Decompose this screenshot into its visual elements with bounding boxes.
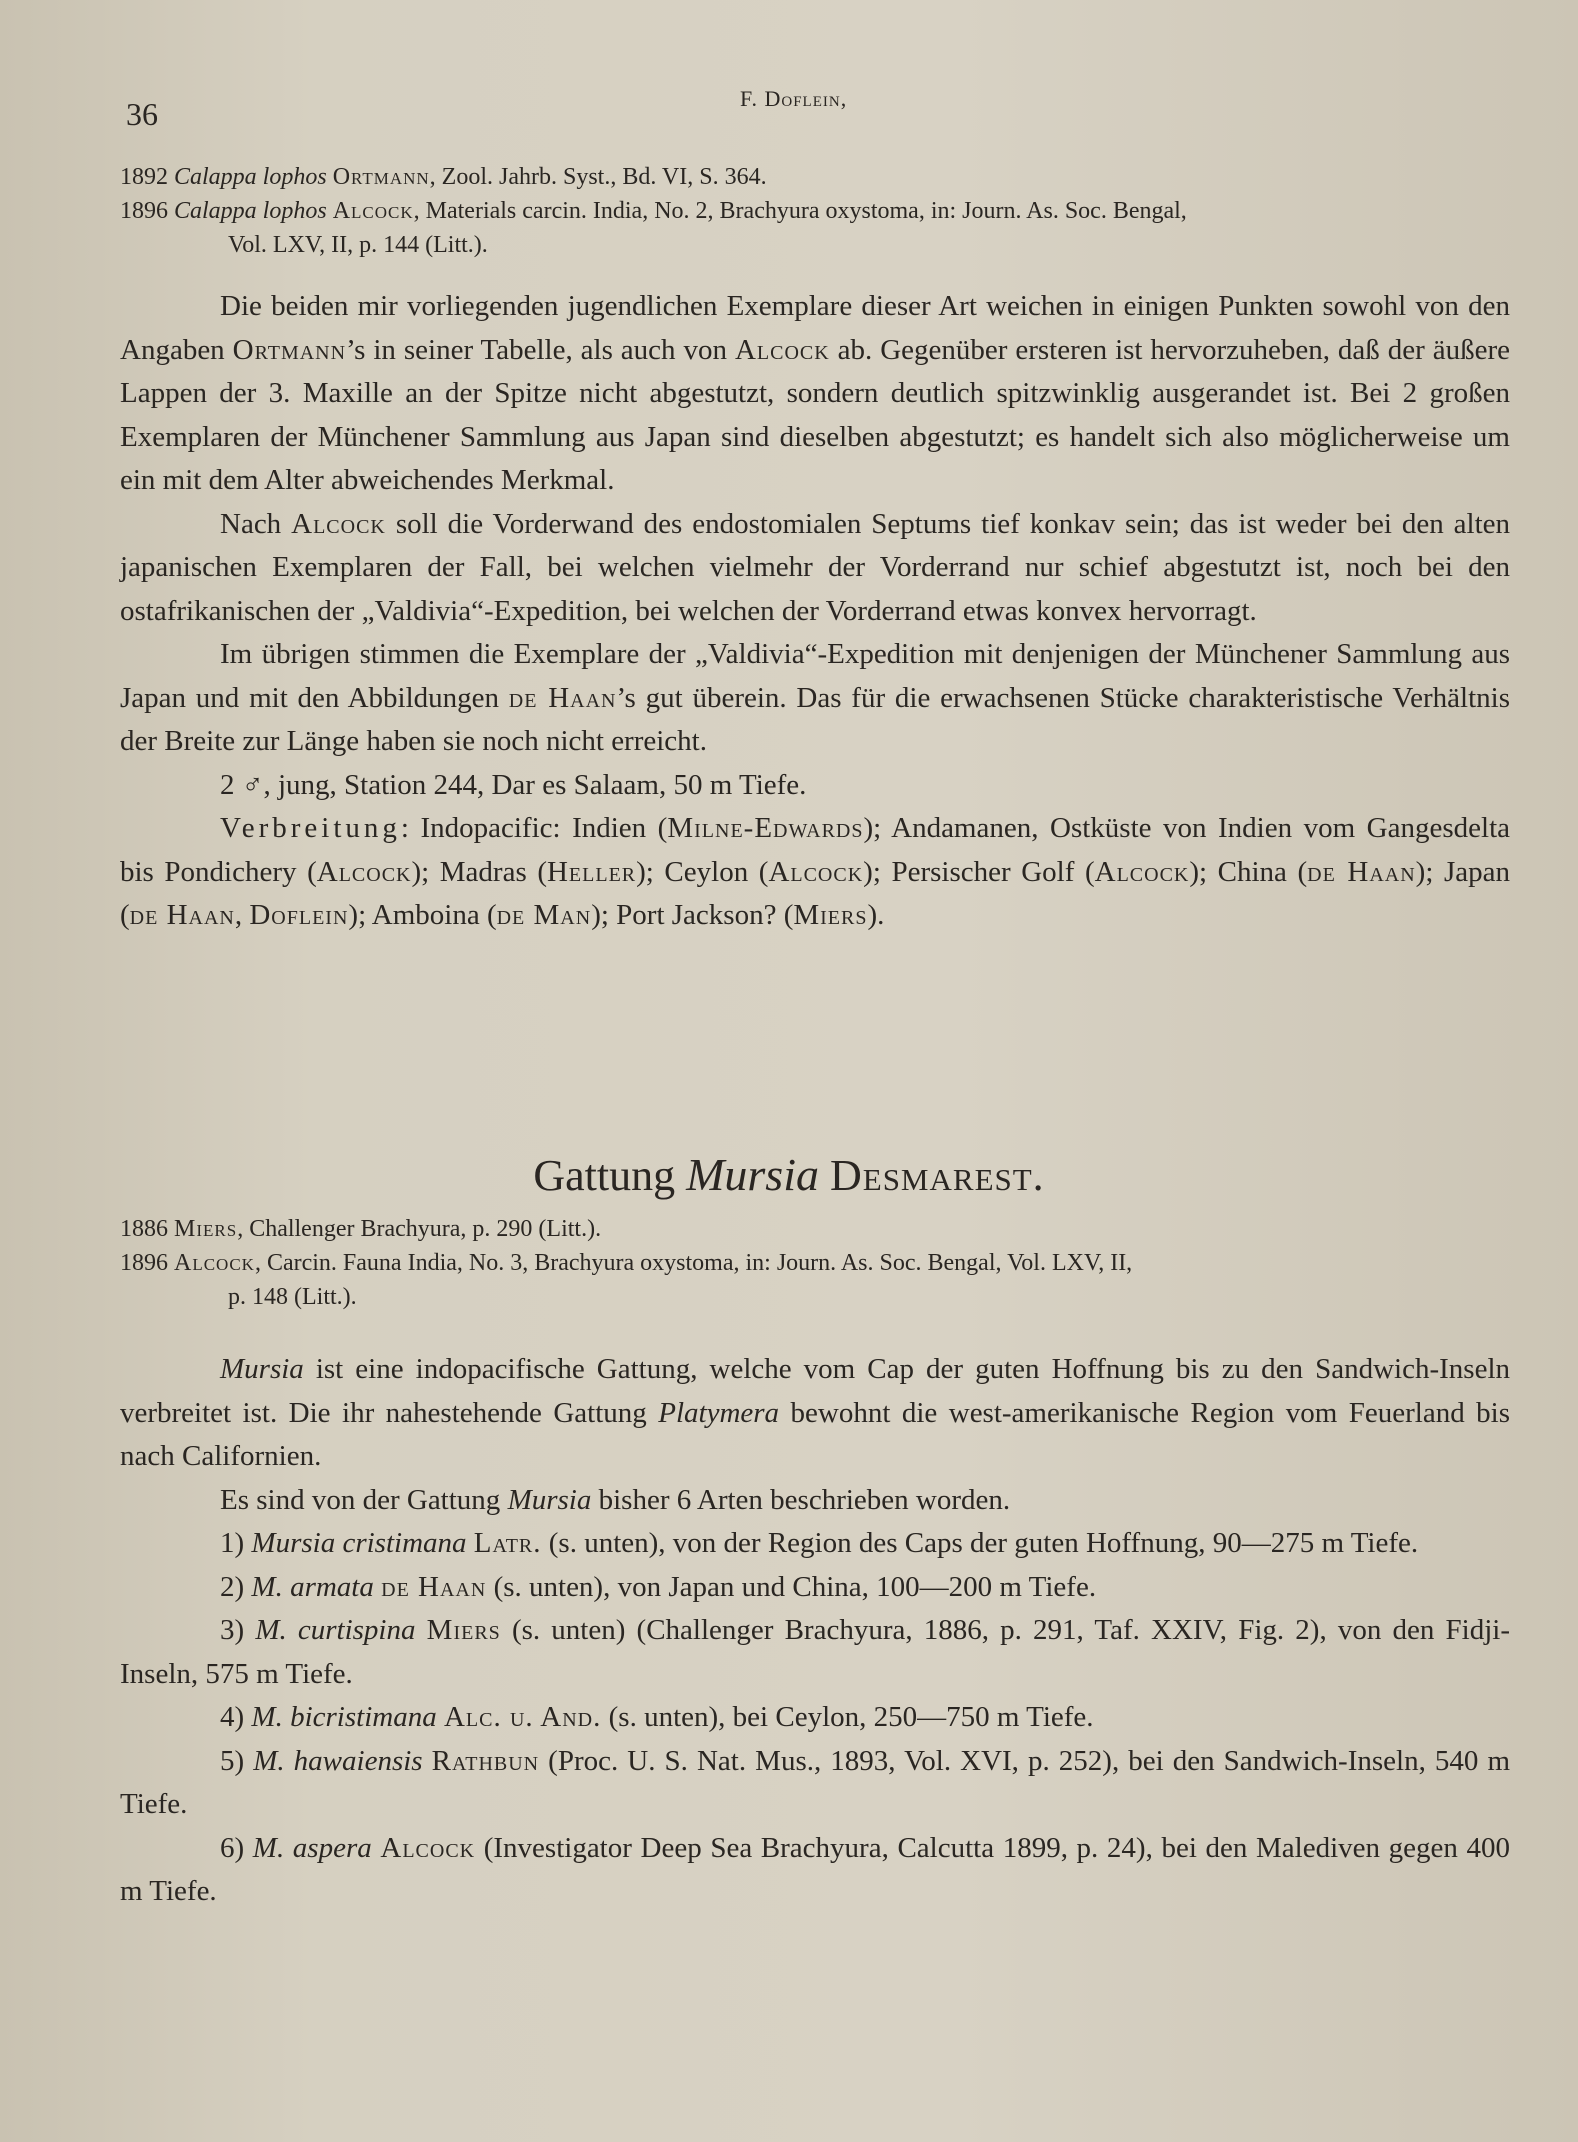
- reference-continuation: p. 148 (Litt.).: [228, 1284, 357, 1310]
- references-mursia: [120, 1212, 1510, 1314]
- body-text-calappa: [120, 285, 1510, 938]
- paragraph: Die beiden mir vorliegenden jugendlichen Exemplare dieser Art weichen in einigen Punkten sowohl von den Angaben Ortmann’s in seiner Tabelle, als auch von Alcock ab. Gegenüber ersteren ist hervorzuheben, daß der äußere Lappen der 3. Maxille an der Spitze nicht abgestutzt, sondern deutlich spitzwinklig ausgerandet ist. Bei 2 großen Exemplaren der Münchener Sammlung aus Japan sind dieselben abgestutzt; es handelt sich also möglicherweise um ein mit dem Alter abweichendes Merkmal.: [120, 290, 1511, 496]
- reference-entry: 1892 Calappa lophos Ortmann, Zool. Jahrb. Syst., Bd. VI, S. 364.: [120, 164, 767, 190]
- reference-continuation: Vol. LXV, II, p. 144 (Litt.).: [228, 232, 488, 258]
- section-heading: Gattung Mursia Desmarest.: [533, 1149, 1045, 1200]
- paragraph: Es sind von der Gattung Mursia bisher 6 Arten beschrieben worden.: [220, 1483, 1011, 1516]
- page-number: 36: [126, 96, 158, 132]
- reference-entry: 1896 Calappa lophos Alcock, Materials carcin. India, No. 2, Brachyura oxystoma, in: Journ. As. Soc. Bengal,: [120, 198, 1187, 224]
- distribution-paragraph: Verbreitung: Indopacific: Indien (Milne-Edwards); Andamanen, Ostküste von Indien vom Gangesdelta bis Pondichery (Alcock); Madras (Heller); Ceylon (Alcock); Persischer Golf (Alcock); China (de Haan); Japan (de Haan, Doflein); Amboina (de Man); Port Jackson? (Miers).: [120, 812, 1511, 931]
- species-item: 2) M. armata de Haan (s. unten), von Japan und China, 100—200 m Tiefe.: [220, 1570, 1097, 1603]
- running-head: F. Doflein,: [740, 86, 848, 111]
- species-item: 5) M. hawaiensis Rathbun (Proc. U. S. Nat. Mus., 1893, Vol. XVI, p. 252), bei den Sandwich-Inseln, 540 m Tiefe.: [120, 1744, 1510, 1820]
- species-item: 6) M. aspera Alcock (Investigator Deep Sea Brachyura, Calcutta 1899, p. 24), bei den Malediven gegen 400 m Tiefe.: [120, 1831, 1510, 1907]
- species-item: 1) Mursia cristimana Latr. (s. unten), von der Region des Caps der guten Hoffnung, 90—275 m Tiefe.: [220, 1527, 1419, 1559]
- paragraph: Nach Alcock soll die Vorderwand des endostomialen Septums tief konkav sein; das ist weder bei den alten japanischen Exemplaren der Fall, bei welchen vielmehr der Vorderrand nur schief abgestutzt ist, noch bei den ostafrikanischen der „Valdivia“-Expedition, bei welchen der Vorderrand etwas konvex hervorragt.: [120, 507, 1511, 627]
- species-item: 3) M. curtispina Miers (s. unten) (Challenger Brachyura, 1886, p. 291, Taf. XXIV, Fig. 2), von den Fidji-Inseln, 575 m Tiefe.: [120, 1614, 1510, 1690]
- paragraph: Im übrigen stimmen die Exemplare der „Valdivia“-Expedition mit denjenigen der Münchener Sammlung aus Japan und mit den Abbildungen de Haan’s gut überein. Das für die erwachsenen Stücke charakteristische Verhältnis der Breite zur Länge haben sie noch nicht erreicht.: [120, 638, 1511, 757]
- body-text-mursia: [120, 1348, 1510, 1914]
- species-item: 4) M. bicristimana Alc. u. And. (s. unten), bei Ceylon, 250—750 m Tiefe.: [220, 1701, 1094, 1733]
- specimen-note: 2 ♂, jung, Station 244, Dar es Salaam, 50 m Tiefe.: [220, 768, 807, 801]
- reference-entry: 1886 Miers, Challenger Brachyura, p. 290 (Litt.).: [120, 1216, 602, 1242]
- reference-entry: 1896 Alcock, Carcin. Fauna India, No. 3, Brachyura oxystoma, in: Journ. As. Soc. Bengal, Vol. LXV, II,: [120, 1250, 1133, 1276]
- paragraph: Mursia ist eine indopacifische Gattung, welche vom Cap der guten Hoffnung bis zu den Sandwich-Inseln verbreitet ist. Die ihr nahestehende Gattung Platymera bewohnt die west-amerikanische Region vom Feuerland bis nach Californien.: [120, 1353, 1511, 1472]
- references-calappa: [120, 160, 1510, 262]
